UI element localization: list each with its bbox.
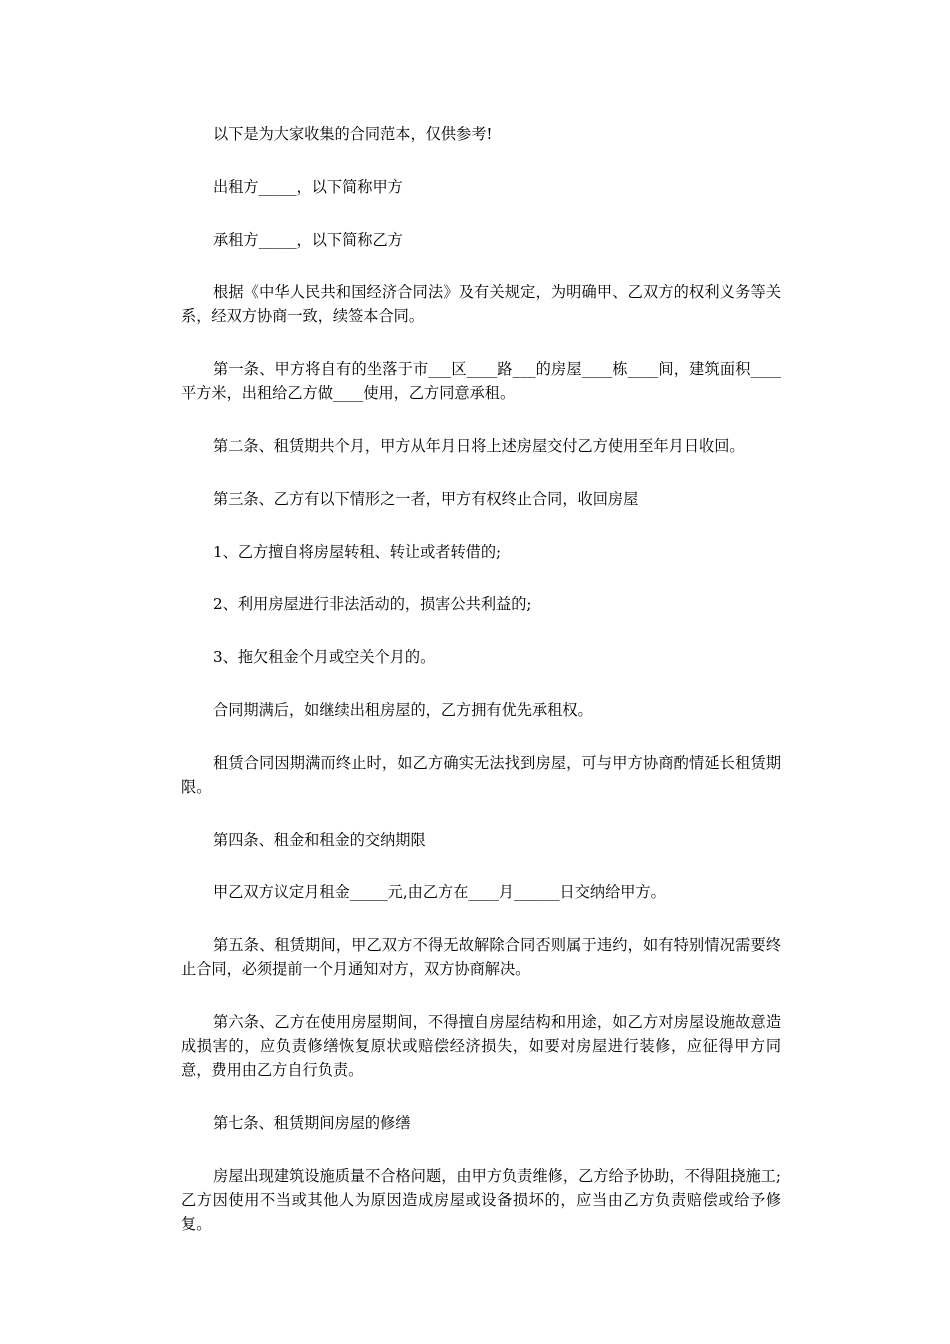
article-2-paragraph: 第二条、租赁期共个月，甲方从年月日将上述房屋交付乙方使用至年月日收回。: [213, 436, 745, 455]
article-3-item-1: 1、乙方擅自将房屋转租、转让或者转借的;: [213, 542, 502, 561]
intro-paragraph: 以下是为大家收集的合同范本，仅供参考!: [213, 125, 493, 143]
article-6-paragraph: 第六条、乙方在使用房屋期间，不得擅自房屋结构和用途，如乙方对房屋设施故意造成损害的，应负责修缮恢复原状或赔偿经济损失，如要对房屋进行装修，应征得甲方同意，费用由乙方自行负责。: [181, 1012, 781, 1079]
preamble-paragraph: 根据《中华人民共和国经济合同法》及有关规定，为明确甲、乙双方的权利义务等关系，经双方协商一致，续签本合同。: [181, 283, 781, 326]
article-7-heading: 第七条、租赁期间房屋的修缮: [213, 1113, 411, 1132]
article-4-heading: 第四条、租金和租金的交纳期限: [213, 830, 426, 849]
lessee-line: 承租方_____，以下简称乙方: [213, 230, 403, 249]
article-1-paragraph: 第一条、甲方将自有的坐落于市___区____路___的房屋____栋____间，建筑面积____平方米，出租给乙方做____使用，乙方同意承租。: [181, 360, 781, 403]
rent-amount-paragraph: 甲乙双方议定月租金_____元,由乙方在____月______日交纳给甲方。: [213, 883, 666, 902]
article-3-item-3: 3、拖欠租金个月或空关个月的。: [213, 648, 436, 667]
lessor-line: 出租方_____，以下简称甲方: [213, 177, 403, 196]
renewal-priority-paragraph: 合同期满后，如继续出租房屋的，乙方拥有优先承租权。: [213, 700, 593, 719]
article-5-paragraph: 第五条、租赁期间，甲乙双方不得无故解除合同否则属于违约，如有特别情况需要终止合同，必须提前一个月通知对方，双方协商解决。: [181, 936, 781, 979]
article-3-heading: 第三条、乙方有以下情形之一者，甲方有权终止合同，收回房屋: [213, 489, 639, 508]
repair-paragraph: 房屋出现建筑设施质量不合格问题，由甲方负责维修，乙方给予协助，不得阻挠施工;乙方因使用不当或其他人为原因造成房屋或设备损坏的，应当由乙方负责赔偿或给予修复。: [181, 1166, 781, 1233]
extension-paragraph: 租赁合同因期满而终止时，如乙方确实无法找到房屋，可与甲方协商酌情延长租赁期限。: [181, 753, 781, 796]
article-3-item-2: 2、利用房屋进行非法活动的，损害公共利益的;: [213, 595, 532, 614]
document-body: [181, 122, 781, 1264]
